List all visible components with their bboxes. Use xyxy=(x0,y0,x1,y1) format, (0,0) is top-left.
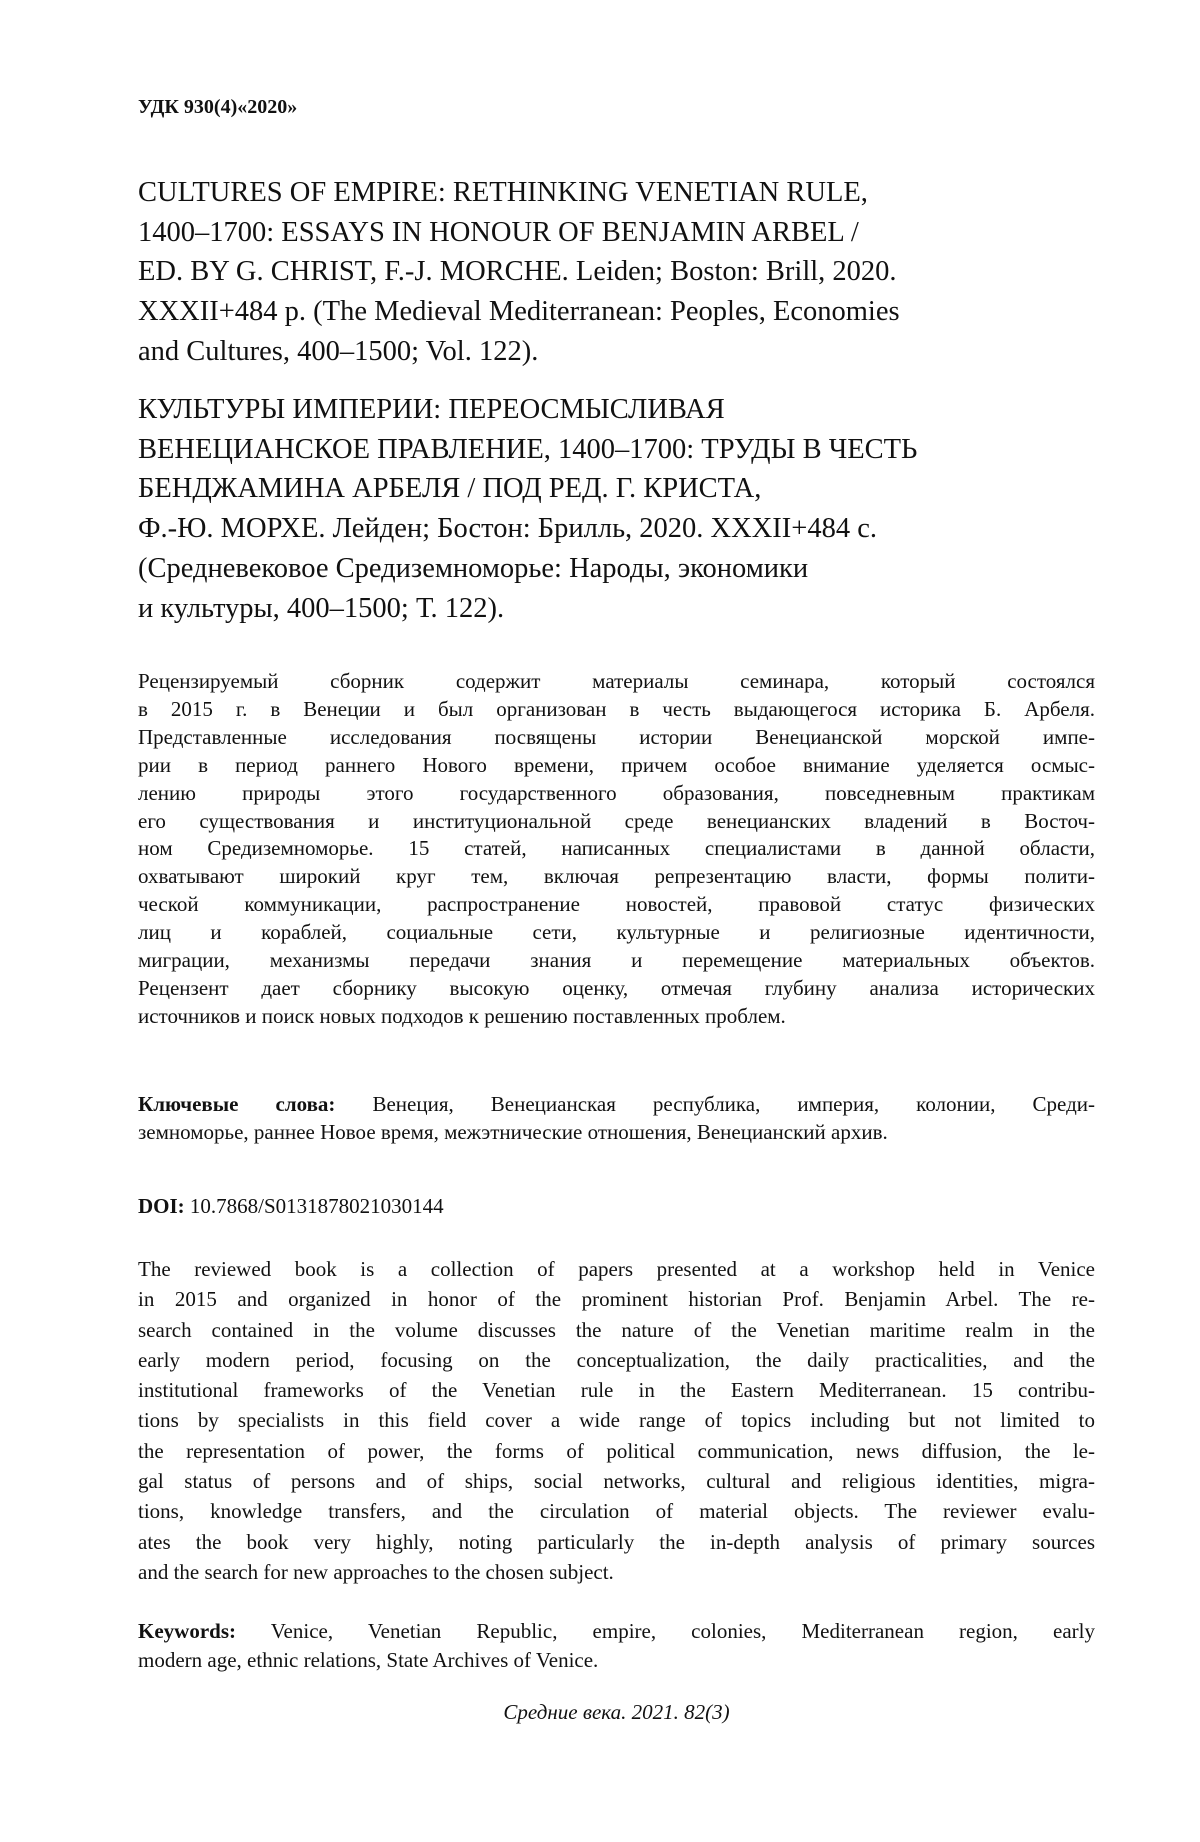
abstract-line: tions by specialists in this field cover a wide range of topics including but not limited to xyxy=(138,1405,1095,1435)
abstract-line: миграции, механизмы передачи знания и перемещение материальных объектов. xyxy=(138,947,1095,975)
title-line: XXXII+484 p. (The Medieval Mediterranean: Peoples, Economies xyxy=(138,292,1095,332)
doi-label: DOI: xyxy=(138,1194,185,1218)
doi xyxy=(138,1194,1095,1219)
keywords-line: modern age, ethnic relations, State Archives of Venice. xyxy=(138,1646,1095,1675)
abstract-line: search contained in the volume discusses the nature of the Venetian maritime realm in the xyxy=(138,1315,1095,1345)
abstract-line: institutional frameworks of the Venetian rule in the Eastern Mediterranean. 15 contribu- xyxy=(138,1375,1095,1405)
abstract-line: ческой коммуникации, распространение новостей, правовой статус физических xyxy=(138,891,1095,919)
title-line: БЕНДЖАМИНА АРБЕЛЯ / ПОД РЕД. Г. КРИСТА, xyxy=(138,469,1095,509)
abstract-line: in 2015 and organized in honor of the prominent historian Prof. Benjamin Arbel. The re- xyxy=(138,1284,1095,1314)
keywords-line xyxy=(138,1090,1095,1118)
abstract-line: его существования и институциональной среде венецианских владений в Восточ- xyxy=(138,808,1095,836)
keywords-text: Venice, Venetian Republic, empire, colonies, Mediterranean region, early xyxy=(236,1619,1095,1643)
abstract-line: Рецензируемый сборник содержит материалы семинара, который состоялся xyxy=(138,668,1095,696)
abstract-line: The reviewed book is a collection of papers presented at a workshop held in Venice xyxy=(138,1254,1095,1284)
keywords-text: Венеция, Венецианская республика, империя, колонии, Среди- xyxy=(335,1092,1095,1116)
keywords-line: земноморье, раннее Новое время, межэтнические отношения, Венецианский архив. xyxy=(138,1118,1095,1146)
doi-value: 10.7868/S0131878021030144 xyxy=(185,1194,444,1218)
title-line: (Средневековое Средиземноморье: Народы, экономики xyxy=(138,549,1095,589)
keywords-label: Keywords: xyxy=(138,1619,236,1643)
keywords-label: Ключевые слова: xyxy=(138,1092,335,1116)
abstract-line: в 2015 г. в Венеции и был организован в честь выдающегося историка Б. Арбеля. xyxy=(138,696,1095,724)
journal-footer: Средние века. 2021. 82(3) xyxy=(138,1700,1095,1725)
title-line: 1400–1700: ESSAYS IN HONOUR OF BENJAMIN ARBEL / xyxy=(138,213,1095,253)
keywords-line xyxy=(138,1617,1095,1646)
abstract-line: the representation of power, the forms of political communication, news diffusion, the le- xyxy=(138,1436,1095,1466)
abstract-english xyxy=(138,1254,1095,1587)
title-line: и культуры, 400–1500; Т. 122). xyxy=(138,589,1095,629)
abstract-line: источников и поиск новых подходов к решению поставленных проблем. xyxy=(138,1003,1095,1031)
title-english xyxy=(138,173,1095,372)
title-line: ED. BY G. CHRIST, F.-J. MORCHE. Leiden; Boston: Brill, 2020. xyxy=(138,252,1095,292)
abstract-line: охватывают широкий круг тем, включая репрезентацию власти, формы полити- xyxy=(138,863,1095,891)
abstract-line: лиц и кораблей, социальные сети, культурные и религиозные идентичности, xyxy=(138,919,1095,947)
abstract-line: ном Средиземноморье. 15 статей, написанных специалистами в данной области, xyxy=(138,835,1095,863)
title-line: and Cultures, 400–1500; Vol. 122). xyxy=(138,332,1095,372)
udk-code: УДК 930(4)«2020» xyxy=(138,96,1095,119)
abstract-russian xyxy=(138,668,1095,1031)
abstract-line: ates the book very highly, noting particularly the in-depth analysis of primary sources xyxy=(138,1527,1095,1557)
abstract-line: gal status of persons and of ships, social networks, cultural and religious identities, migra- xyxy=(138,1466,1095,1496)
abstract-line: and the search for new approaches to the chosen subject. xyxy=(138,1557,1095,1587)
abstract-line: рии в период раннего Нового времени, причем особое внимание уделяется осмыс- xyxy=(138,752,1095,780)
keywords-english xyxy=(138,1617,1095,1675)
abstract-line: tions, knowledge transfers, and the circulation of material objects. The reviewer evalu- xyxy=(138,1496,1095,1526)
title-line: CULTURES OF EMPIRE: RETHINKING VENETIAN RULE, xyxy=(138,173,1095,213)
keywords-russian xyxy=(138,1090,1095,1146)
abstract-line: лению природы этого государственного образования, повседневным практикам xyxy=(138,780,1095,808)
title-russian xyxy=(138,390,1095,628)
title-line: Ф.-Ю. МОРХЕ. Лейден; Бостон: Брилль, 2020. XXXII+484 с. xyxy=(138,509,1095,549)
abstract-line: Представленные исследования посвящены истории Венецианской морской импе- xyxy=(138,724,1095,752)
abstract-line: Рецензент дает сборнику высокую оценку, отмечая глубину анализа исторических xyxy=(138,975,1095,1003)
title-line: КУЛЬТУРЫ ИМПЕРИИ: ПЕРЕОСМЫСЛИВАЯ xyxy=(138,390,1095,430)
abstract-line: early modern period, focusing on the conceptualization, the daily practicalities, and the xyxy=(138,1345,1095,1375)
title-line: ВЕНЕЦИАНСКОЕ ПРАВЛЕНИЕ, 1400–1700: ТРУДЫ В ЧЕСТЬ xyxy=(138,430,1095,470)
